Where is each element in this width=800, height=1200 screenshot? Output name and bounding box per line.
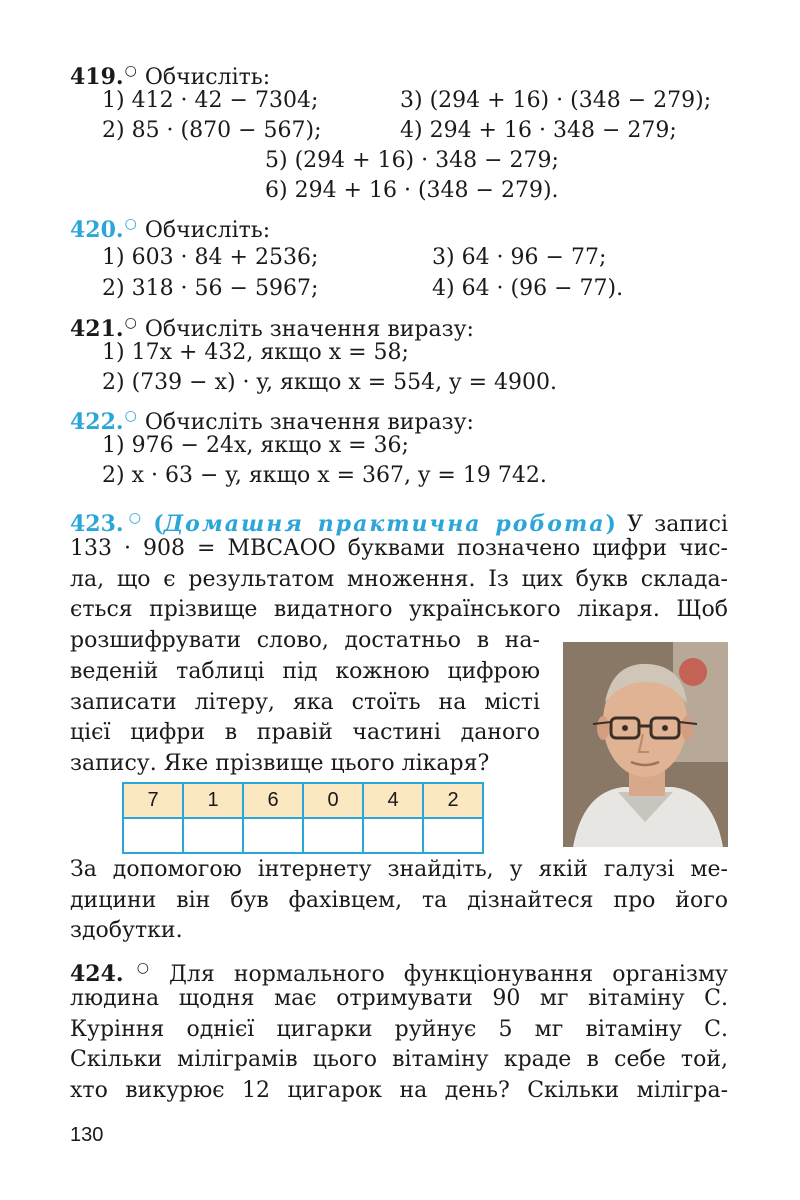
digit-cell: 4 — [363, 783, 423, 818]
digit-cell: 6 — [243, 783, 303, 818]
degree-icon: ○ — [124, 315, 137, 331]
digits-row — [123, 783, 483, 818]
degree-icon: ○ — [124, 960, 162, 976]
digit-cell: 1 — [183, 783, 243, 818]
paragraph-line: ється прізвище видатного українського лікаря. Щоб — [70, 597, 728, 622]
paragraph-line: 133 · 908 = МВСАОО буквами позначено цифри чис- — [70, 536, 728, 561]
problem-item: 1) 603 · 84 + 2536; — [102, 245, 319, 270]
problem-number: 422. — [70, 409, 124, 435]
letters-row — [123, 818, 483, 853]
paragraph-line: запису. Яке прізвище цього лікаря? — [70, 751, 490, 776]
empty-letter-cell — [183, 818, 243, 853]
problem-item: 2) 318 · 56 − 5967; — [102, 276, 319, 301]
problem-title: Обчисліть значення виразу: — [144, 317, 474, 342]
problem-title: Обчисліть: — [144, 218, 271, 243]
problem-420-header — [70, 209, 270, 246]
paragraph-line: дицини він був фахівцем, та дізнайтеся про його — [70, 888, 728, 913]
paragraph-line: записати літеру, яка стоїть на місті — [70, 690, 540, 715]
degree-icon: ○ — [124, 216, 137, 232]
page-number: 130 — [70, 1124, 104, 1146]
problem-item: 4) 64 · (96 − 77). — [432, 276, 624, 301]
digit-cell: 0 — [303, 783, 363, 818]
problem-number: 419. — [70, 64, 124, 90]
degree-icon: ○ — [124, 408, 137, 424]
paragraph-line: розшифрувати слово, достатньо в на- — [70, 628, 540, 653]
empty-letter-cell — [363, 818, 423, 853]
problem-number: 420. — [70, 217, 124, 243]
problem-item: 1) 412 · 42 − 7304; — [102, 88, 319, 113]
empty-letter-cell — [123, 818, 183, 853]
problem-item: 2) x · 63 − y, якщо x = 367, y = 19 742. — [102, 463, 547, 488]
problem-item: 2) 85 · (870 − 567); — [102, 118, 322, 143]
problem-number: 421. — [70, 316, 124, 342]
problem-item: 4) 294 + 16 · 348 − 279; — [400, 118, 677, 143]
problem-title: Обчисліть: — [144, 65, 271, 90]
label-paren-open: ( — [153, 511, 164, 537]
paragraph-line: У записі — [627, 512, 728, 537]
problem-item: 6) 294 + 16 · (348 − 279). — [265, 178, 559, 203]
empty-letter-cell — [303, 818, 363, 853]
degree-icon: ○ — [124, 510, 146, 526]
paragraph-line: людина щодня має отримувати 90 мг вітаміну С. — [70, 986, 728, 1011]
problem-item: 1) 17x + 432, якщо x = 58; — [102, 340, 409, 365]
digit-cell: 7 — [123, 783, 183, 818]
cipher-table — [122, 782, 484, 854]
paragraph-line: Куріння однієї цигарки руйнує 5 мг вітаміну С. — [70, 1017, 728, 1042]
paragraph-line: ла, що є результатом множення. Із цих букв склада- — [70, 567, 728, 592]
doctor-portrait-photo — [563, 642, 728, 847]
problem-item: 1) 976 − 24x, якщо x = 36; — [102, 433, 409, 458]
problem-number: 423. — [70, 511, 124, 537]
digit-cell: 2 — [423, 783, 483, 818]
label-paren-close: ) — [605, 511, 616, 537]
problem-item: 3) 64 · 96 − 77; — [432, 245, 607, 270]
paragraph-line: цієї цифри в правій частині даного — [70, 720, 540, 745]
problem-item: 2) (739 − x) · y, якщо x = 554, y = 4900. — [102, 370, 557, 395]
paragraph-line: За допомогою інтернету знайдіть, у якій галузі ме- — [70, 857, 728, 882]
degree-icon: ○ — [124, 63, 137, 79]
problem-item: 5) (294 + 16) · 348 − 279; — [265, 148, 559, 173]
paragraph-line: веденій таблиці під кожною цифрою — [70, 659, 540, 684]
paragraph-line: здобутки. — [70, 918, 183, 943]
problem-item: 3) (294 + 16) · (348 − 279); — [400, 88, 712, 113]
problem-title: Обчисліть значення виразу: — [144, 410, 474, 435]
paragraph-line: Скільки міліграмів цього вітаміну краде в себе той, — [70, 1047, 728, 1072]
paragraph-line: Для нормального функціонування організму — [169, 962, 729, 987]
empty-letter-cell — [423, 818, 483, 853]
practical-work-label: Домашня практична робота — [163, 511, 606, 537]
problem-number: 424. — [70, 961, 124, 987]
paragraph-line: хто викурює 12 цигарок на день? Скільки мілігра- — [70, 1078, 728, 1103]
empty-letter-cell — [243, 818, 303, 853]
